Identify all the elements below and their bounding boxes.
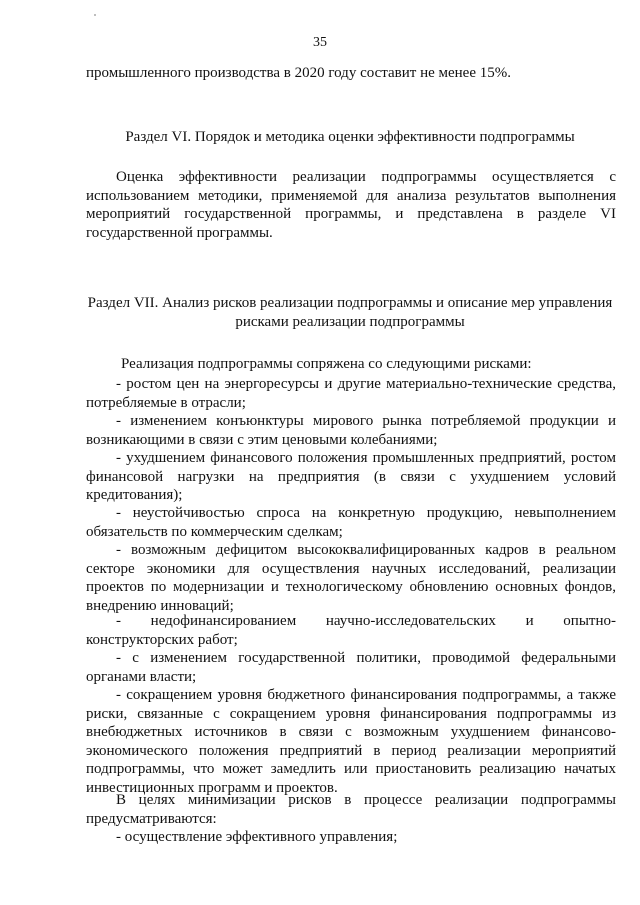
risk-item-7: - с изменением государственной политики, проводимой федеральными органами власти; [86, 650, 616, 685]
risks-intro: Реализация подпрограммы сопряжена со следующими рисками: [121, 356, 532, 372]
risk-item-6: - недофинансированием научно-исследовательских и опытно-конструкторских работ; [86, 613, 616, 648]
page-number: 35 [313, 35, 327, 50]
measures-intro: В целях минимизации рисков в процессе реализации подпрограммы предусматриваются: [86, 792, 616, 827]
risk-item-3: - ухудшением финансового положения промышленных предприятий, ростом финансовой нагрузки на предприятия (в связи с ухудшением условий кредитования); [86, 450, 616, 503]
section-7-heading-line-2: рисками реализации подпрограммы [235, 314, 465, 330]
measure-item-1: - осуществление эффективного управления; [116, 829, 398, 845]
risk-item-2: - изменением конъюнктуры мирового рынка потребляемой продукции и возникающими в связи с этим ценовыми колебаниями; [86, 413, 616, 448]
continuation-line: промышленного производства в 2020 году составит не менее 15%. [86, 65, 511, 81]
section-6-paragraph: Оценка эффективности реализации подпрограммы осуществляется с использованием методики, применяемой для анализа результатов выполнения мероприятий государственной программы, и представлена в разделе VI государственной программы. [86, 169, 616, 241]
risk-item-1: - ростом цен на энергоресурсы и другие материально-технические средства, потребляемые в отрасли; [86, 376, 616, 411]
section-6-heading: Раздел VI. Порядок и методика оценки эффективности подпрограммы [125, 129, 575, 145]
scan-speck [94, 14, 96, 16]
risk-item-5: - возможным дефицитом высококвалифицированных кадров в реальном секторе экономики для осуществления научных исследований, реализации проектов по модернизации и технологическому обновлению основных фондов, внедрению инноваций; [86, 542, 616, 614]
section-7-heading-line-1: Раздел VII. Анализ рисков реализации подпрограммы и описание мер управления [87, 295, 613, 311]
risk-item-8: - сокращением уровня бюджетного финансирования подпрограммы, а также риски, связанные с сокращением уровня финансирования подпрограммы из внебюджетных источников в связи с возможным ухудшением финансово-экономического положения предприятий в период реализации мероприятий подпрограммы, что может замедлить или приостановить реализацию начатых инвестиционных программ и проектов. [86, 687, 616, 796]
risk-item-4: - неустойчивостью спроса на конкретную продукцию, невыполнением обязательств по коммерческим сделкам; [86, 505, 616, 540]
